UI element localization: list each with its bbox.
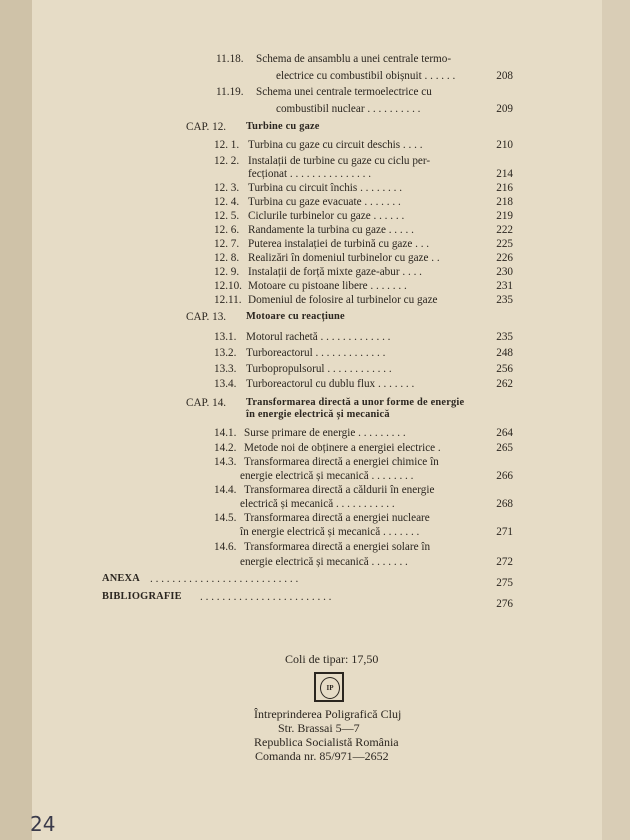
print-sheets: Coli de tipar: 17,50 xyxy=(285,652,379,666)
toc-page: 256 xyxy=(496,363,513,375)
toc-number: 11.18. xyxy=(216,53,244,65)
toc-text: Transformarea directă a energiei chimice în xyxy=(244,456,439,468)
toc-page: 225 xyxy=(496,238,513,250)
toc-text: Instalații de forță mixte gaze-abur . . . . xyxy=(248,266,422,278)
toc-text: Turboreactorul . . . . . . . . . . . . . xyxy=(246,347,386,359)
annex-label: ANEXA xyxy=(102,573,140,584)
chapter-title: Turbine cu gaze xyxy=(246,121,320,132)
toc-number: 12. 9. xyxy=(214,266,240,278)
toc-page: 222 xyxy=(496,224,513,236)
toc-number: 14.2. xyxy=(214,442,237,454)
toc-page: 264 xyxy=(496,427,513,439)
toc-number: 13.2. xyxy=(214,347,237,359)
toc-page: 276 xyxy=(496,598,513,610)
toc-number: 12. 2. xyxy=(214,155,240,167)
toc-number: 14.5. xyxy=(214,512,237,524)
toc-page: 231 xyxy=(496,280,513,292)
toc-number: 12. 5. xyxy=(214,210,240,222)
toc-number: 12. 3. xyxy=(214,182,240,194)
toc-text: energie electrică și mecanică . . . . . . . xyxy=(240,556,408,568)
leader-dots: . . . . . . . . . . . . . . . . . . . . . . . . xyxy=(200,591,332,603)
toc-text: Realizări în domeniul turbinelor cu gaze . . xyxy=(248,252,440,264)
toc-text: Surse primare de energie . . . . . . . . . xyxy=(244,427,406,439)
toc-text: energie electrică și mecanică . . . . . . . . xyxy=(240,470,414,482)
toc-number: 14.3. xyxy=(214,456,237,468)
toc-number: 12. 7. xyxy=(214,238,240,250)
toc-text: Domeniul de folosire al turbinelor cu gaze xyxy=(248,294,438,306)
toc-number: 13.1. xyxy=(214,331,237,343)
chapter-number: CAP. 12. xyxy=(186,121,227,133)
toc-page: 268 xyxy=(496,498,513,510)
toc-page: 208 xyxy=(496,70,513,82)
corner-handwritten-mark: 24 xyxy=(30,812,56,836)
toc-page: 216 xyxy=(496,182,513,194)
toc-text: electrice cu combustibil obișnuit . . . . . . xyxy=(276,70,456,82)
toc-page: 248 xyxy=(496,347,513,359)
toc-page: 226 xyxy=(496,252,513,264)
chapter-title-cont: în energie electrică și mecanică xyxy=(246,409,390,420)
toc-number: 12. 6. xyxy=(214,224,240,236)
chapter-title: Motoare cu reacțiune xyxy=(246,311,345,322)
toc-page: 214 xyxy=(496,168,513,180)
toc-page: 266 xyxy=(496,470,513,482)
toc-text: Turbopropulsorul . . . . . . . . . . . . xyxy=(246,363,392,375)
printer-name: Întreprinderea Poligrafică Cluj xyxy=(254,707,402,721)
toc-page: 271 xyxy=(496,526,513,538)
toc-text: Turbina cu gaze cu circuit deschis . . . . xyxy=(248,139,423,151)
toc-text: electrică și mecanică . . . . . . . . . . . xyxy=(240,498,395,510)
toc-text: Schema de ansamblu a unei centrale termo- xyxy=(256,53,452,65)
toc-page: 219 xyxy=(496,210,513,222)
toc-number: 14.1. xyxy=(214,427,237,439)
toc-text: combustibil nuclear . . . . . . . . . . xyxy=(276,103,421,115)
toc-text: Transformarea directă a energiei solare în xyxy=(244,541,431,553)
toc-number: 12.10. xyxy=(214,280,242,292)
printer-logo-mark: IP xyxy=(320,677,340,699)
toc-text: Randamente la turbina cu gaze . . . . . xyxy=(248,224,414,236)
toc-text: Transformarea directă a căldurii în energie xyxy=(244,484,435,496)
toc-number: 12. 1. xyxy=(214,139,240,151)
printer-logo xyxy=(314,672,344,702)
toc-text: Turbina cu gaze evacuate . . . . . . . xyxy=(248,196,401,208)
bibliography-label: BIBLIOGRAFIE xyxy=(102,591,182,602)
toc-text: Ciclurile turbinelor cu gaze . . . . . . xyxy=(248,210,405,222)
order-number: Comanda nr. 85/971—2652 xyxy=(255,749,389,763)
printer-address: Str. Brassai 5—7 xyxy=(278,721,360,735)
toc-page: 272 xyxy=(496,556,513,568)
printer-country: Republica Socialistă România xyxy=(254,735,399,749)
toc-page: 275 xyxy=(496,577,513,589)
toc-text: Motoare cu pistoane libere . . . . . . . xyxy=(248,280,407,292)
toc-text: Motorul rachetă . . . . . . . . . . . . . xyxy=(246,331,391,343)
toc-text: în energie electrică și mecanică . . . . . . . xyxy=(240,526,420,538)
toc-page: 209 xyxy=(496,103,513,115)
toc-text: Instalații de turbine cu gaze cu ciclu per- xyxy=(248,155,431,167)
leader-dots: . . . . . . . . . . . . . . . . . . . . . . . . . . . xyxy=(150,573,299,585)
toc-number: 11.19. xyxy=(216,86,244,98)
toc-number: 14.6. xyxy=(214,541,237,553)
toc-number: 14.4. xyxy=(214,484,237,496)
toc-number: 12.11. xyxy=(214,294,242,306)
toc-text: Puterea instalației de turbină cu gaze . . . xyxy=(248,238,430,250)
toc-text: Turboreactorul cu dublu flux . . . . . . . xyxy=(246,378,415,390)
toc-page: 210 xyxy=(496,139,513,151)
toc-page: 235 xyxy=(496,331,513,343)
chapter-title: Transformarea directă a unor forme de energie xyxy=(246,397,465,408)
toc-number: 12. 4. xyxy=(214,196,240,208)
toc-page: 235 xyxy=(496,294,513,306)
toc-page: 262 xyxy=(496,378,513,390)
toc-page: 265 xyxy=(496,442,513,454)
toc-number: 12. 8. xyxy=(214,252,240,264)
toc-text: Schema unei centrale termoelectrice cu xyxy=(256,86,432,98)
toc-text: Turbina cu circuit închis . . . . . . . . xyxy=(248,182,403,194)
chapter-number: CAP. 14. xyxy=(186,397,227,409)
toc-number: 13.3. xyxy=(214,363,237,375)
toc-text: fecționat . . . . . . . . . . . . . . . xyxy=(248,168,372,180)
toc-text: Transformarea directă a energiei nucleare xyxy=(244,512,430,524)
toc-text: Metode noi de obținere a energiei electrice . xyxy=(244,442,441,454)
toc-page: 230 xyxy=(496,266,513,278)
toc-number: 13.4. xyxy=(214,378,237,390)
chapter-number: CAP. 13. xyxy=(186,311,227,323)
toc-page: 218 xyxy=(496,196,513,208)
